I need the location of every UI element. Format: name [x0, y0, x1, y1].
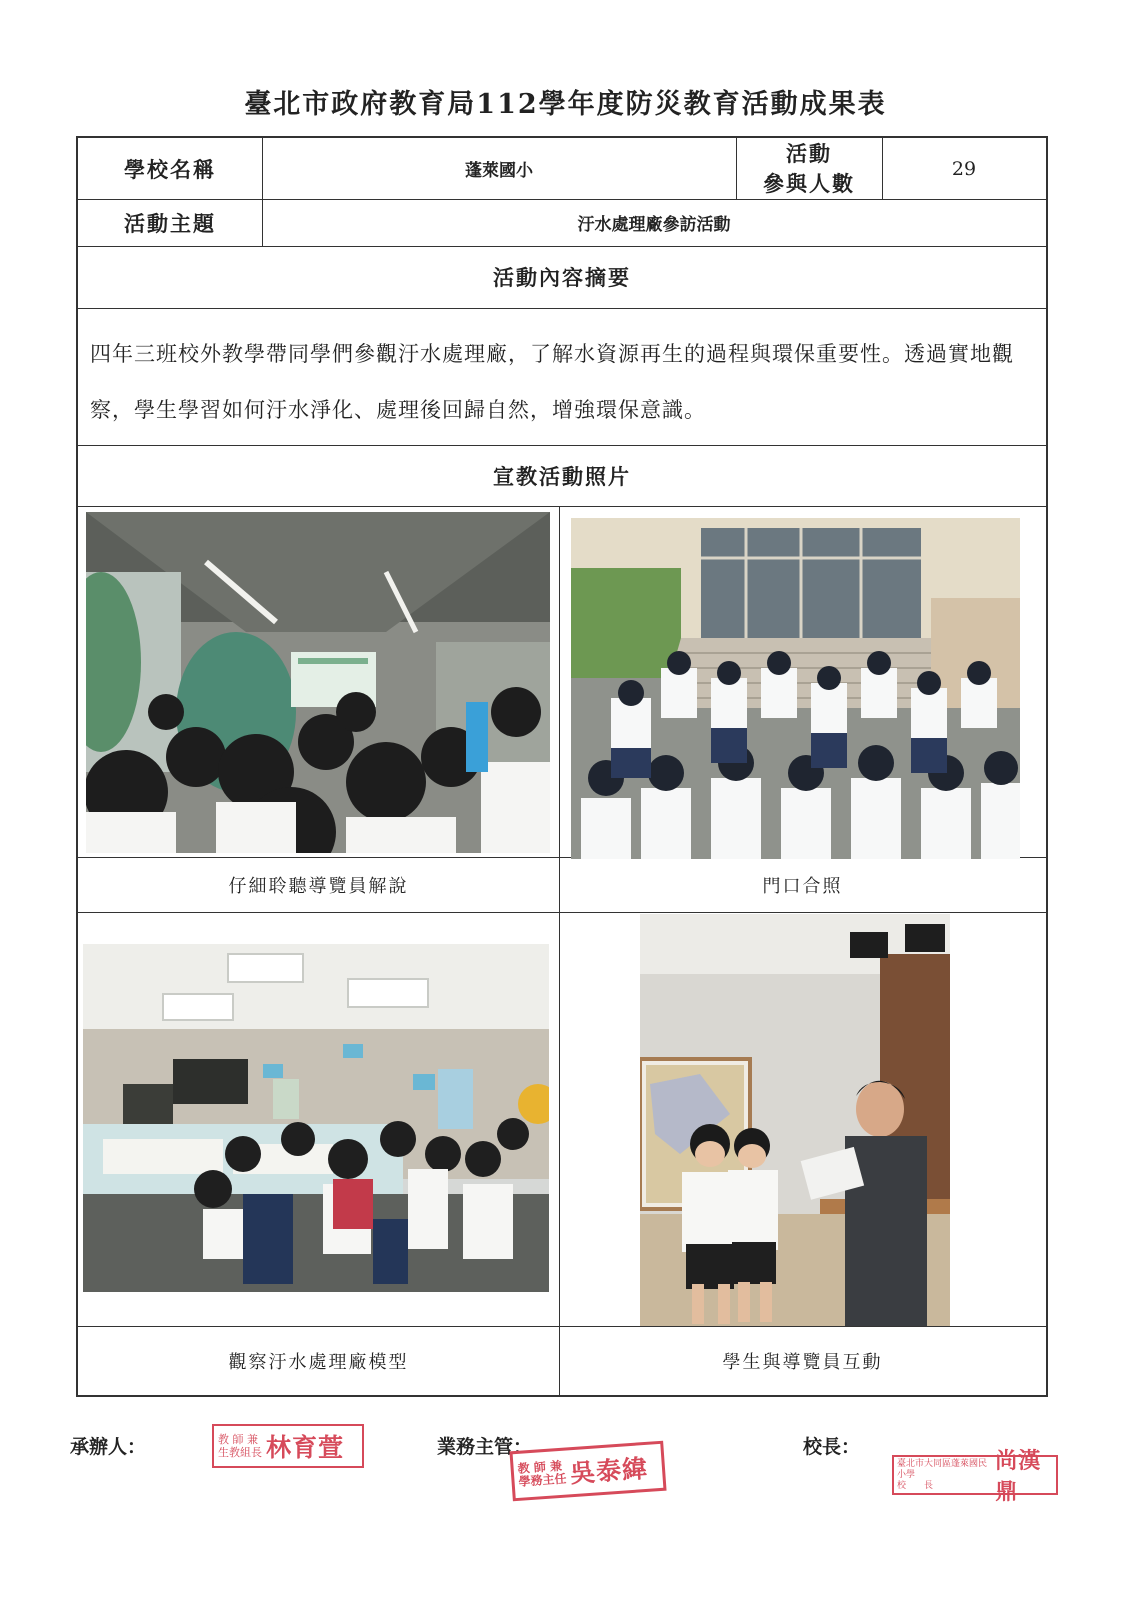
participants-label-line1: 活動 — [786, 140, 832, 166]
results-table — [76, 136, 1048, 1397]
summary-text: 四年三班校外教學帶同學們參觀汙水處理廠，了解水資源再生的過程與環保重要性。透過實地觀察，學生學習如何汙水淨化、處理後回歸自然，增強環保意識。 — [90, 342, 1014, 422]
manager-label: 業務主管： — [437, 1436, 533, 1458]
photo-guide-explanation — [86, 512, 550, 853]
participants-label — [736, 138, 882, 199]
principal-stamp-line2: 校 長 — [897, 1480, 934, 1491]
photo-caption-2: 門口合照 — [762, 875, 843, 897]
page-title: 臺北市政府教育局112學年度防災教育活動成果表 — [244, 89, 887, 120]
school-name-label: 學校名稱 — [124, 156, 216, 182]
photo-group-at-entrance — [571, 518, 1020, 859]
organizer-stamp-line1: 教 師 兼 — [218, 1433, 258, 1446]
photo-caption-3: 觀察汙水處理廠模型 — [228, 1351, 409, 1373]
photo-student-guide-interaction — [640, 914, 950, 1326]
theme-value: 汙水處理廠參訪活動 — [577, 215, 731, 235]
organizer-stamp — [212, 1424, 364, 1468]
manager-stamp-title — [517, 1460, 567, 1489]
photo-caption-1: 仔細聆聽導覽員解說 — [228, 875, 409, 897]
organizer-label: 承辦人： — [70, 1436, 147, 1458]
principal-stamp-title — [897, 1459, 992, 1492]
manager-stamp-line1: 教 師 兼 — [517, 1458, 563, 1476]
participants-label-line2: 參與人數 — [763, 170, 855, 196]
theme-label: 活動主題 — [124, 210, 216, 236]
photos-heading: 宣教活動照片 — [493, 463, 631, 489]
photo-caption-4: 學生與導覽員互動 — [722, 1351, 883, 1373]
manager-stamp — [509, 1441, 666, 1502]
principal-stamp-name: 尚漢鼎 — [995, 1448, 1042, 1505]
organizer-stamp-name: 林育萱 — [266, 1433, 345, 1462]
photo-plant-model — [83, 944, 549, 1292]
principal-stamp — [892, 1448, 1058, 1505]
manager-stamp-name: 吳泰緯 — [569, 1453, 650, 1489]
principal-label: 校長： — [803, 1436, 861, 1458]
principal-stamp-line1: 臺北市大同區蓬萊國民小學 — [897, 1458, 988, 1480]
participants-value: 29 — [951, 157, 977, 180]
organizer-stamp-title — [218, 1433, 262, 1459]
organizer-stamp-line2: 生教組長 — [218, 1446, 262, 1459]
school-name-value: 蓬萊國小 — [465, 161, 533, 181]
manager-stamp-line2: 學務主任 — [518, 1471, 567, 1489]
summary-heading: 活動內容摘要 — [493, 265, 631, 290]
